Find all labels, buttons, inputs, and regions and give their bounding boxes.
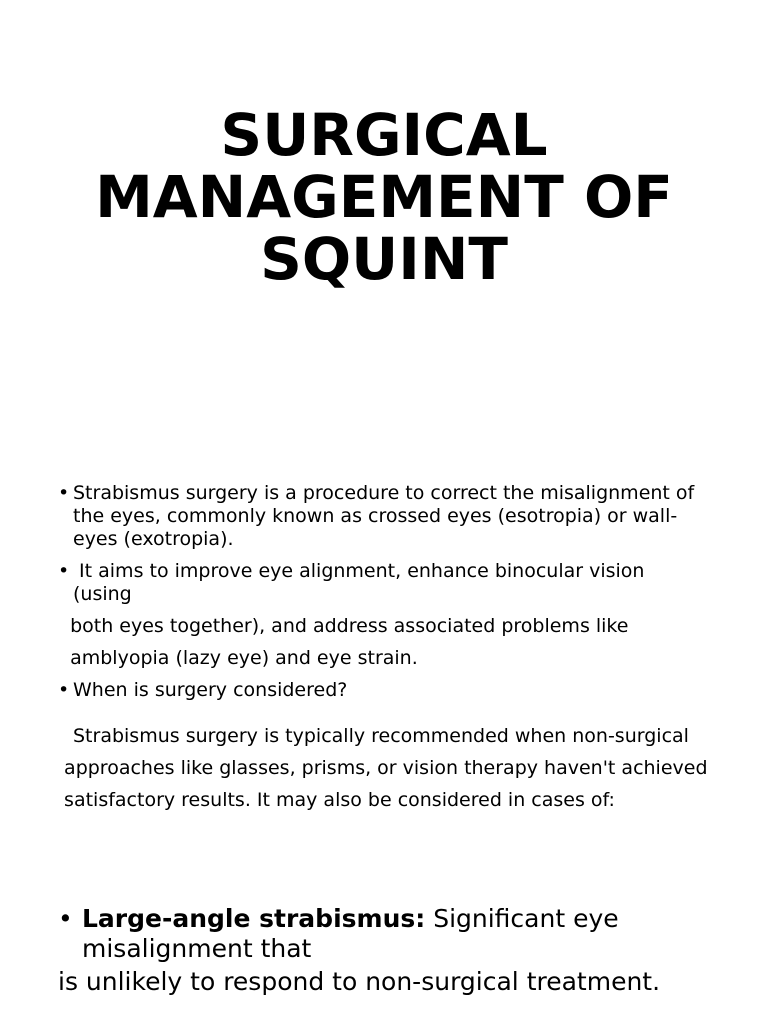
large-angle-section xyxy=(58,904,738,997)
paragraph: approaches like glasses, prisms, or vision therapy haven't achieved xyxy=(58,757,708,779)
bullet-large-angle xyxy=(58,904,738,964)
bold-term: Large-angle strabismus: xyxy=(82,904,426,933)
page-title xyxy=(0,101,768,293)
aims-continuation: amblyopia (lazy eye) and eye strain. xyxy=(58,647,418,669)
term-description: Significant eye misalignment that xyxy=(82,904,627,963)
paragraph: Strabismus surgery is typically recommended when non-surgical xyxy=(73,725,689,747)
bullet-definition: • Strabismus surgery is a procedure to correct the misalignment of the eyes, commonly known as crossed eyes (esotropia) or wall-eyes (exotropia). xyxy=(58,482,708,551)
continuation-line: is unlikely to respond to non-surgical treatment. xyxy=(58,967,661,996)
aims-continuation: both eyes together), and address associated problems like xyxy=(58,615,629,637)
spacer xyxy=(58,702,708,725)
paragraph: satisfactory results. It may also be considered in cases of: xyxy=(58,789,615,811)
content-body xyxy=(58,482,708,865)
title-line: SURGICAL xyxy=(220,101,548,169)
bullet-aims: • It aims to improve eye alignment, enhance binocular vision (using xyxy=(58,560,708,606)
bullet-when-considered: • When is surgery considered? xyxy=(58,679,708,702)
title-line: MANAGEMENT OF xyxy=(95,163,673,231)
title-line: SQUINT xyxy=(260,225,508,293)
